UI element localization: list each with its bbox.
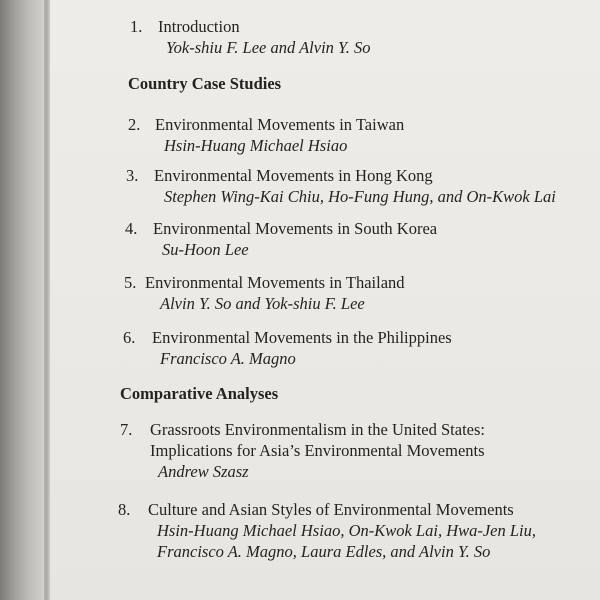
toc-entry-authors: Alvin Y. So and Yok-shiu F. Lee: [160, 294, 365, 313]
toc-entry-authors: Hsin-Huang Michael Hsiao: [164, 136, 348, 155]
toc-entry-number: 1.: [130, 17, 143, 36]
toc-entry-number: 6.: [123, 328, 136, 347]
toc-entry-title: 4. Environmental Movements in South Korea: [125, 219, 438, 238]
toc-entry-number: 4.: [125, 219, 138, 238]
toc-entry-title: 5. Environmental Movements in Thailand: [124, 273, 405, 292]
book-page: [50, 0, 600, 600]
toc-entry-authors: Su-Hoon Lee: [162, 240, 249, 259]
toc-entry-authors: Stephen Wing-Kai Chiu, Ho-Fung Hung, and On-Kwok Lai: [164, 187, 556, 206]
toc-entry-number: 7.: [120, 420, 133, 439]
toc-entry-number: 3.: [126, 166, 139, 185]
toc-entry-1: [130, 16, 370, 58]
toc-entry-number: 2.: [128, 115, 141, 134]
toc-entry-number: 8.: [118, 500, 131, 519]
left-page-edge: [0, 0, 46, 600]
toc-entry-4: [125, 218, 437, 260]
toc-entry-title: 1. Introduction: [130, 17, 240, 36]
toc-entry-authors: Andrew Szasz: [158, 462, 249, 481]
toc-entry-title-continued: Implications for Asia’s Environmental Movements: [150, 441, 485, 460]
table-of-contents: [50, 0, 600, 600]
toc-entry-title: 2. Environmental Movements in Taiwan: [128, 115, 405, 134]
toc-entry-title: 7. Grassroots Environmentalism in the United States:: [120, 420, 485, 439]
toc-entry-title: 3. Environmental Movements in Hong Kong: [126, 166, 433, 185]
toc-entry-authors-continued: Francisco A. Magno, Laura Edles, and Alvin Y. So: [157, 542, 491, 561]
toc-entry-title: 6. Environmental Movements in the Philippines: [123, 328, 452, 347]
section-heading-comparative-analyses: Comparative Analyses: [120, 384, 279, 403]
section-heading-country-case-studies: Country Case Studies: [128, 74, 282, 93]
toc-entry-title: 8. Culture and Asian Styles of Environmental Movements: [118, 500, 514, 519]
toc-entry-authors: Yok-shiu F. Lee and Alvin Y. So: [166, 38, 371, 57]
toc-entry-number: 5.: [124, 273, 137, 292]
toc-entry-6: [123, 327, 452, 369]
toc-entry-3: [126, 165, 556, 207]
toc-entry-authors: Francisco A. Magno: [160, 349, 296, 368]
toc-entry-8: [118, 499, 536, 562]
toc-entry-5: [124, 272, 405, 314]
toc-entry-authors: Hsin-Huang Michael Hsiao, On-Kwok Lai, Hwa-Jen Liu,: [157, 521, 537, 540]
toc-entry-2: [128, 114, 404, 156]
toc-entry-7: [120, 419, 485, 482]
